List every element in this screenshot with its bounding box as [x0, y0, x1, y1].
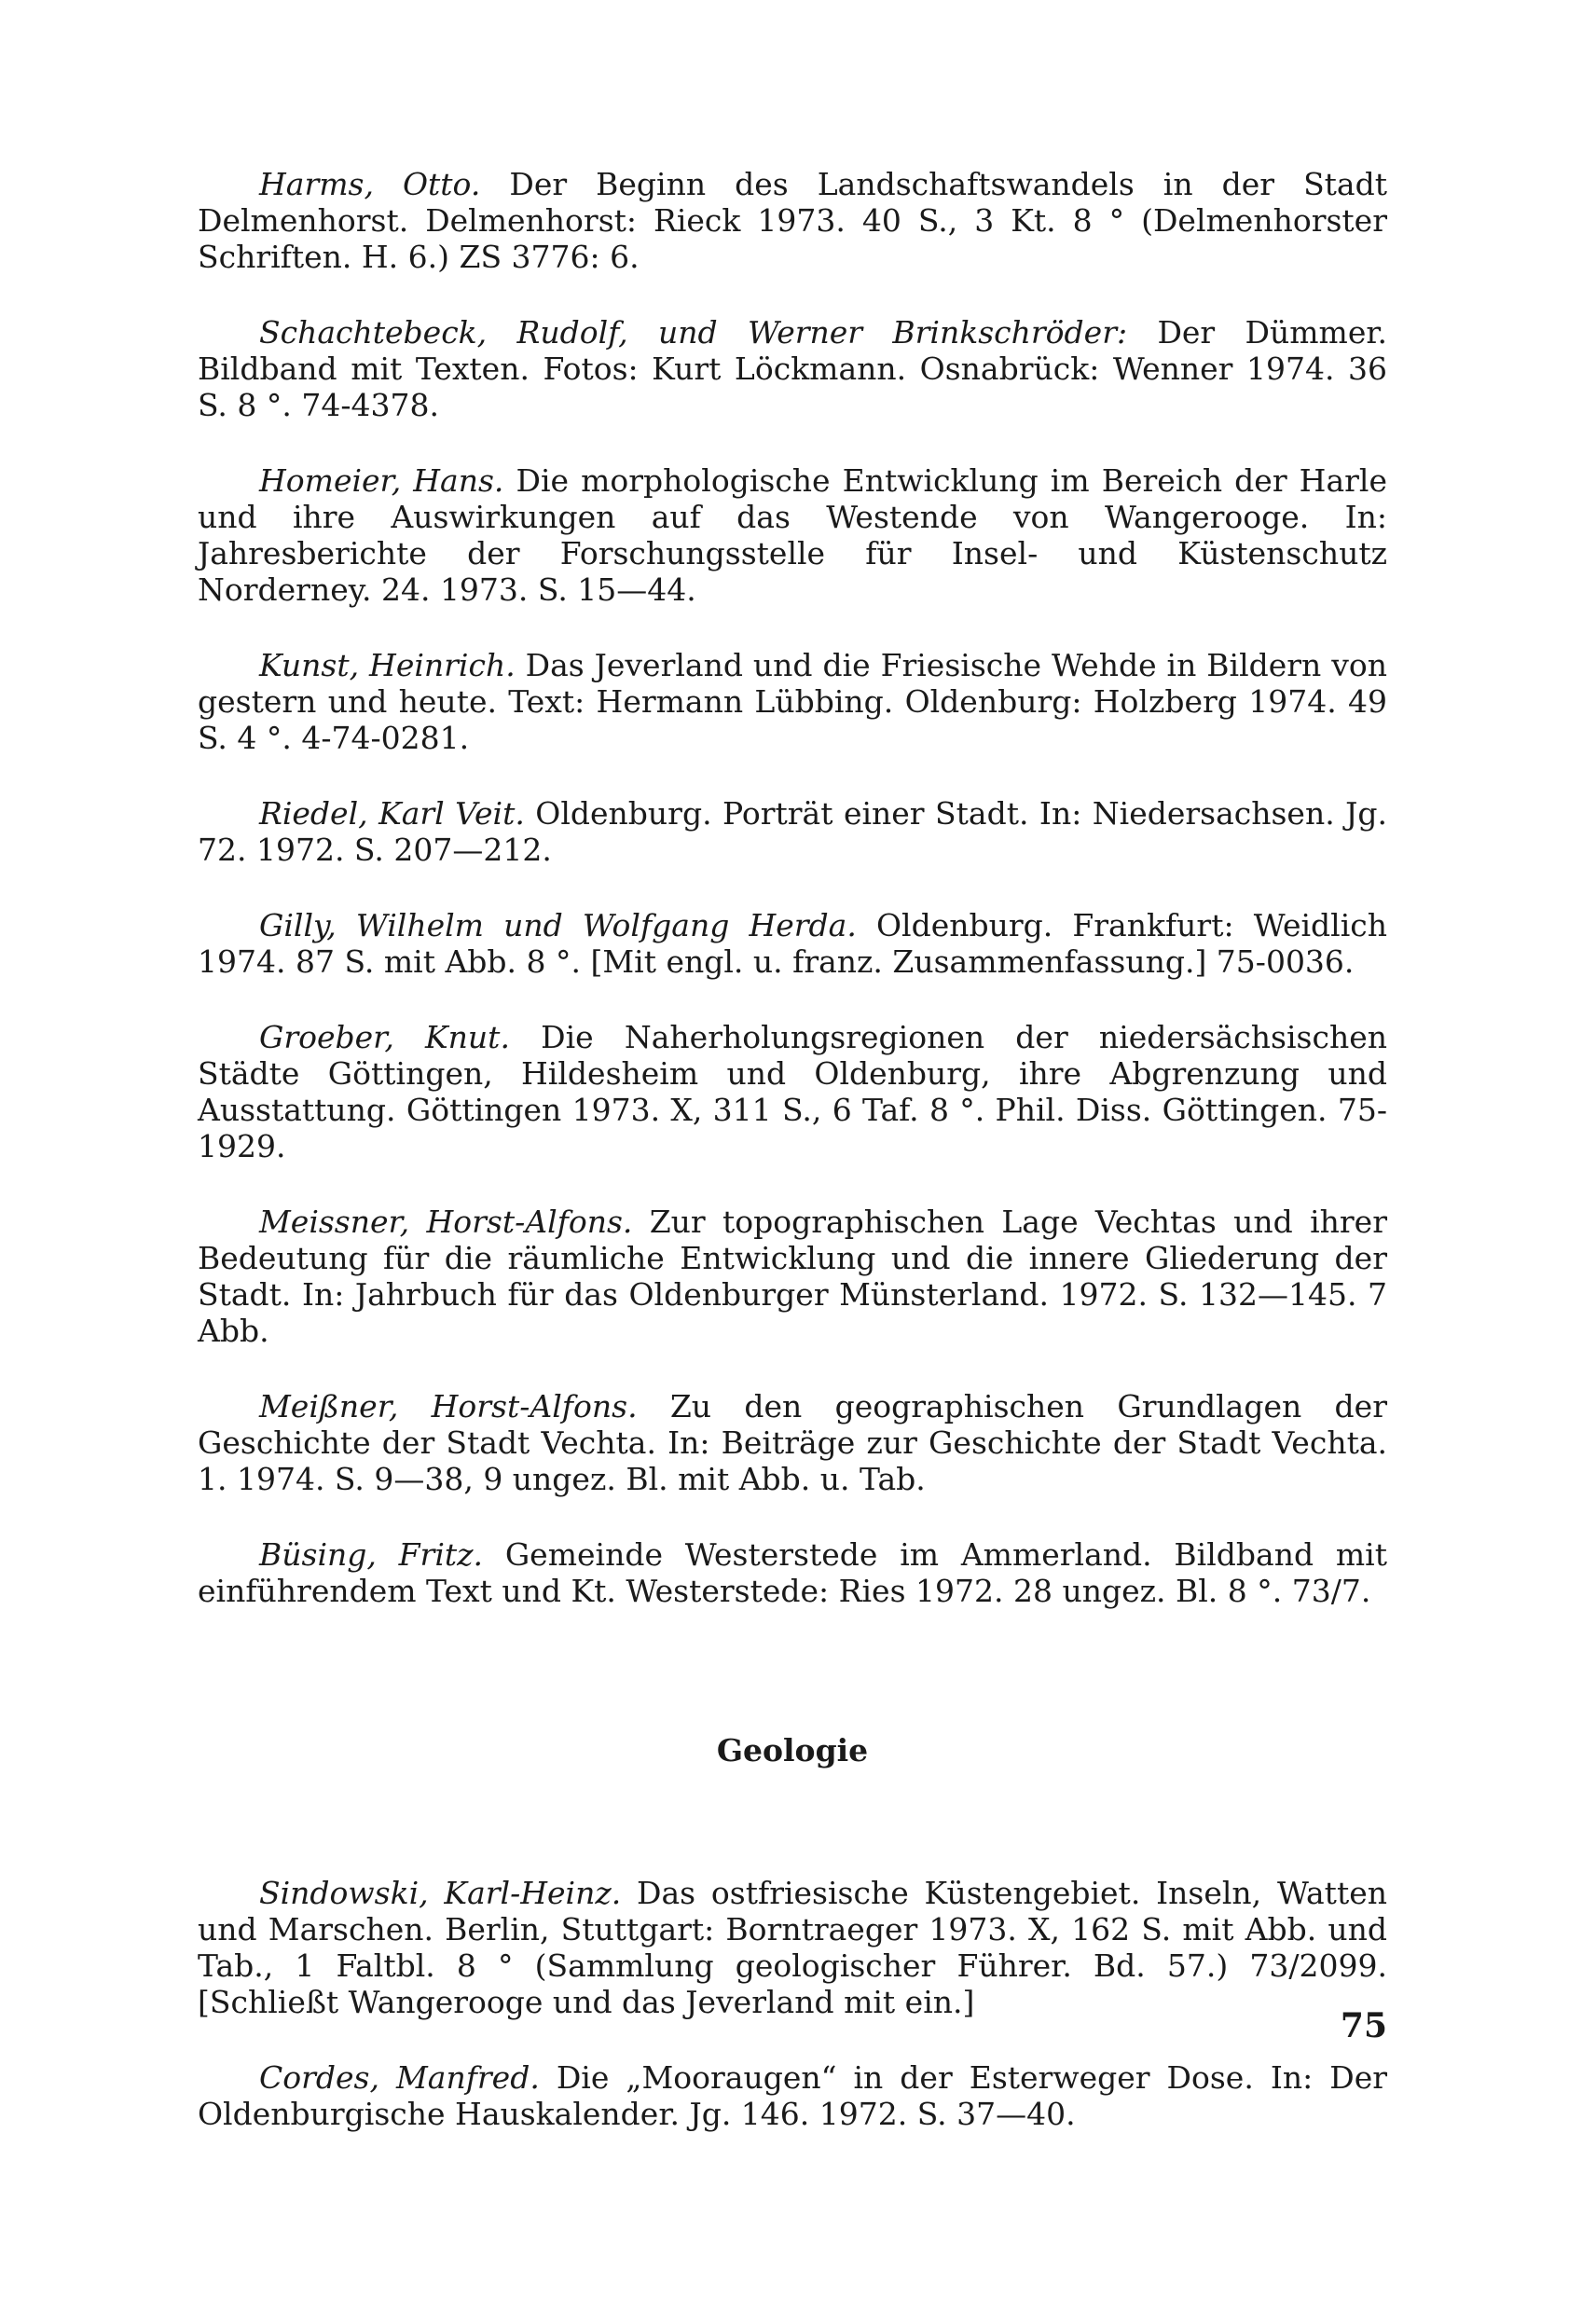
bibliography-column [198, 166, 1387, 2171]
page-number: 75 [1340, 2006, 1387, 2045]
entry-author: Kunst, Heinrich. [259, 647, 516, 683]
entry-text: Zu den geographischen Grundlagen der Geschichte der Stadt Vechta. In: Beiträge zur Geschichte der Stadt Vechta. 1. 1974. S. 9—38, 9 ungez. Bl. mit Abb. u. Tab. [198, 1388, 1387, 1497]
bibliography-entry [198, 462, 1387, 608]
entry-author: Meißner, Horst-Alfons. [259, 1388, 638, 1424]
entry-text: Der Beginn des Landschaftswandels in der Stadt Delmenhorst. Delmenhorst: Rieck 1973. 40 S., 3 Kt. 8 ° (Delmenhorster Schriften. H. 6.) ZS 3776: 6. [198, 166, 1387, 275]
entry-text: Oldenburg. Porträt einer Stadt. In: Niedersachsen. Jg. 72. 1972. S. 207—212. [198, 795, 1387, 868]
bibliography-entry [198, 647, 1387, 756]
bibliography-entry [198, 1204, 1387, 1349]
entry-author: Harms, Otto. [259, 166, 481, 202]
entry-author: Schachtebeck, Rudolf, und Werner Brinkschröder: [259, 314, 1128, 351]
bibliography-entry [198, 1536, 1387, 1609]
entry-text: Das ostfriesische Küstengebiet. Inseln, Watten und Marschen. Berlin, Stuttgart: Borntraeger 1973. X, 162 S. mit Abb. und Tab., 1 Faltbl. 8 ° (Sammlung geologischer Führer. Bd. 57.) 73/2099. [Schließt Wangerooge und das Jeverland mit ein.] [198, 1875, 1387, 2020]
bibliography-entry [198, 1019, 1387, 1164]
bibliography-entry [198, 166, 1387, 275]
bibliography-entry [198, 1875, 1387, 2020]
entry-author: Gilly, Wilhelm und Wolfgang Herda. [259, 907, 857, 943]
entry-text: Das Jeverland und die Friesische Wehde in Bildern von gestern und heute. Text: Hermann Lübbing. Oldenburg: Holzberg 1974. 49 S. 4 °. 4-74-0281. [198, 647, 1388, 756]
bibliography-entry [198, 2059, 1387, 2132]
entry-text: Die Naherholungsregionen der niedersächsischen Städte Göttingen, Hildesheim und Oldenburg, ihre Abgrenzung und Ausstattung. Göttingen 1973. X, 311 S., 6 Taf. 8 °. Phil. Diss. Göttingen. 75-1929. [198, 1019, 1387, 1164]
bibliography-entry [198, 795, 1387, 868]
entry-author: Homeier, Hans. [259, 462, 504, 499]
bibliography-entry [198, 907, 1387, 980]
entry-text: Die „Mooraugen“ in der Esterweger Dose. In: Der Oldenburgische Hauskalender. Jg. 146. 1972. S. 37—40. [198, 2059, 1387, 2132]
entry-text: Zur topographischen Lage Vechtas und ihrer Bedeutung für die räumliche Entwicklung und die innere Gliederung der Stadt. In: Jahrbuch für das Oldenburger Münsterland. 1972. S. 132—145. 7 Abb. [198, 1204, 1387, 1349]
bibliography-entry [198, 314, 1387, 423]
entry-author: Groeber, Knut. [259, 1019, 510, 1055]
entry-author: Büsing, Fritz. [259, 1536, 484, 1573]
entry-text: Gemeinde Westerstede im Ammerland. Bildband mit einführendem Text und Kt. Westerstede: Ries 1972. 28 ungez. Bl. 8 °. 73/7. [198, 1536, 1387, 1609]
entry-author: Sindowski, Karl-Heinz. [259, 1875, 622, 1911]
entry-author: Meissner, Horst-Alfons. [259, 1204, 633, 1240]
entry-author: Cordes, Manfred. [259, 2059, 540, 2096]
entry-text: Die morphologische Entwicklung im Bereich der Harle und ihre Auswirkungen auf das Westende von Wangerooge. In: Jahresberichte der Forschungsstelle für Insel- und Küstenschutz Norderney. 24. 1973. S. 15—44. [198, 462, 1387, 608]
section-heading: Geologie [716, 1732, 869, 1768]
bibliography-entry [198, 1388, 1387, 1497]
entry-author: Riedel, Karl Veit. [259, 795, 525, 832]
entry-text: Oldenburg. Frankfurt: Weidlich 1974. 87 S. mit Abb. 8 °. [Mit engl. u. franz. Zusammenfassung.] 75-0036. [198, 907, 1387, 980]
entry-text: Der Dümmer. Bildband mit Texten. Fotos: Kurt Löckmann. Osnabrück: Wenner 1974. 36 S. 8 °. 74-4378. [198, 314, 1387, 423]
